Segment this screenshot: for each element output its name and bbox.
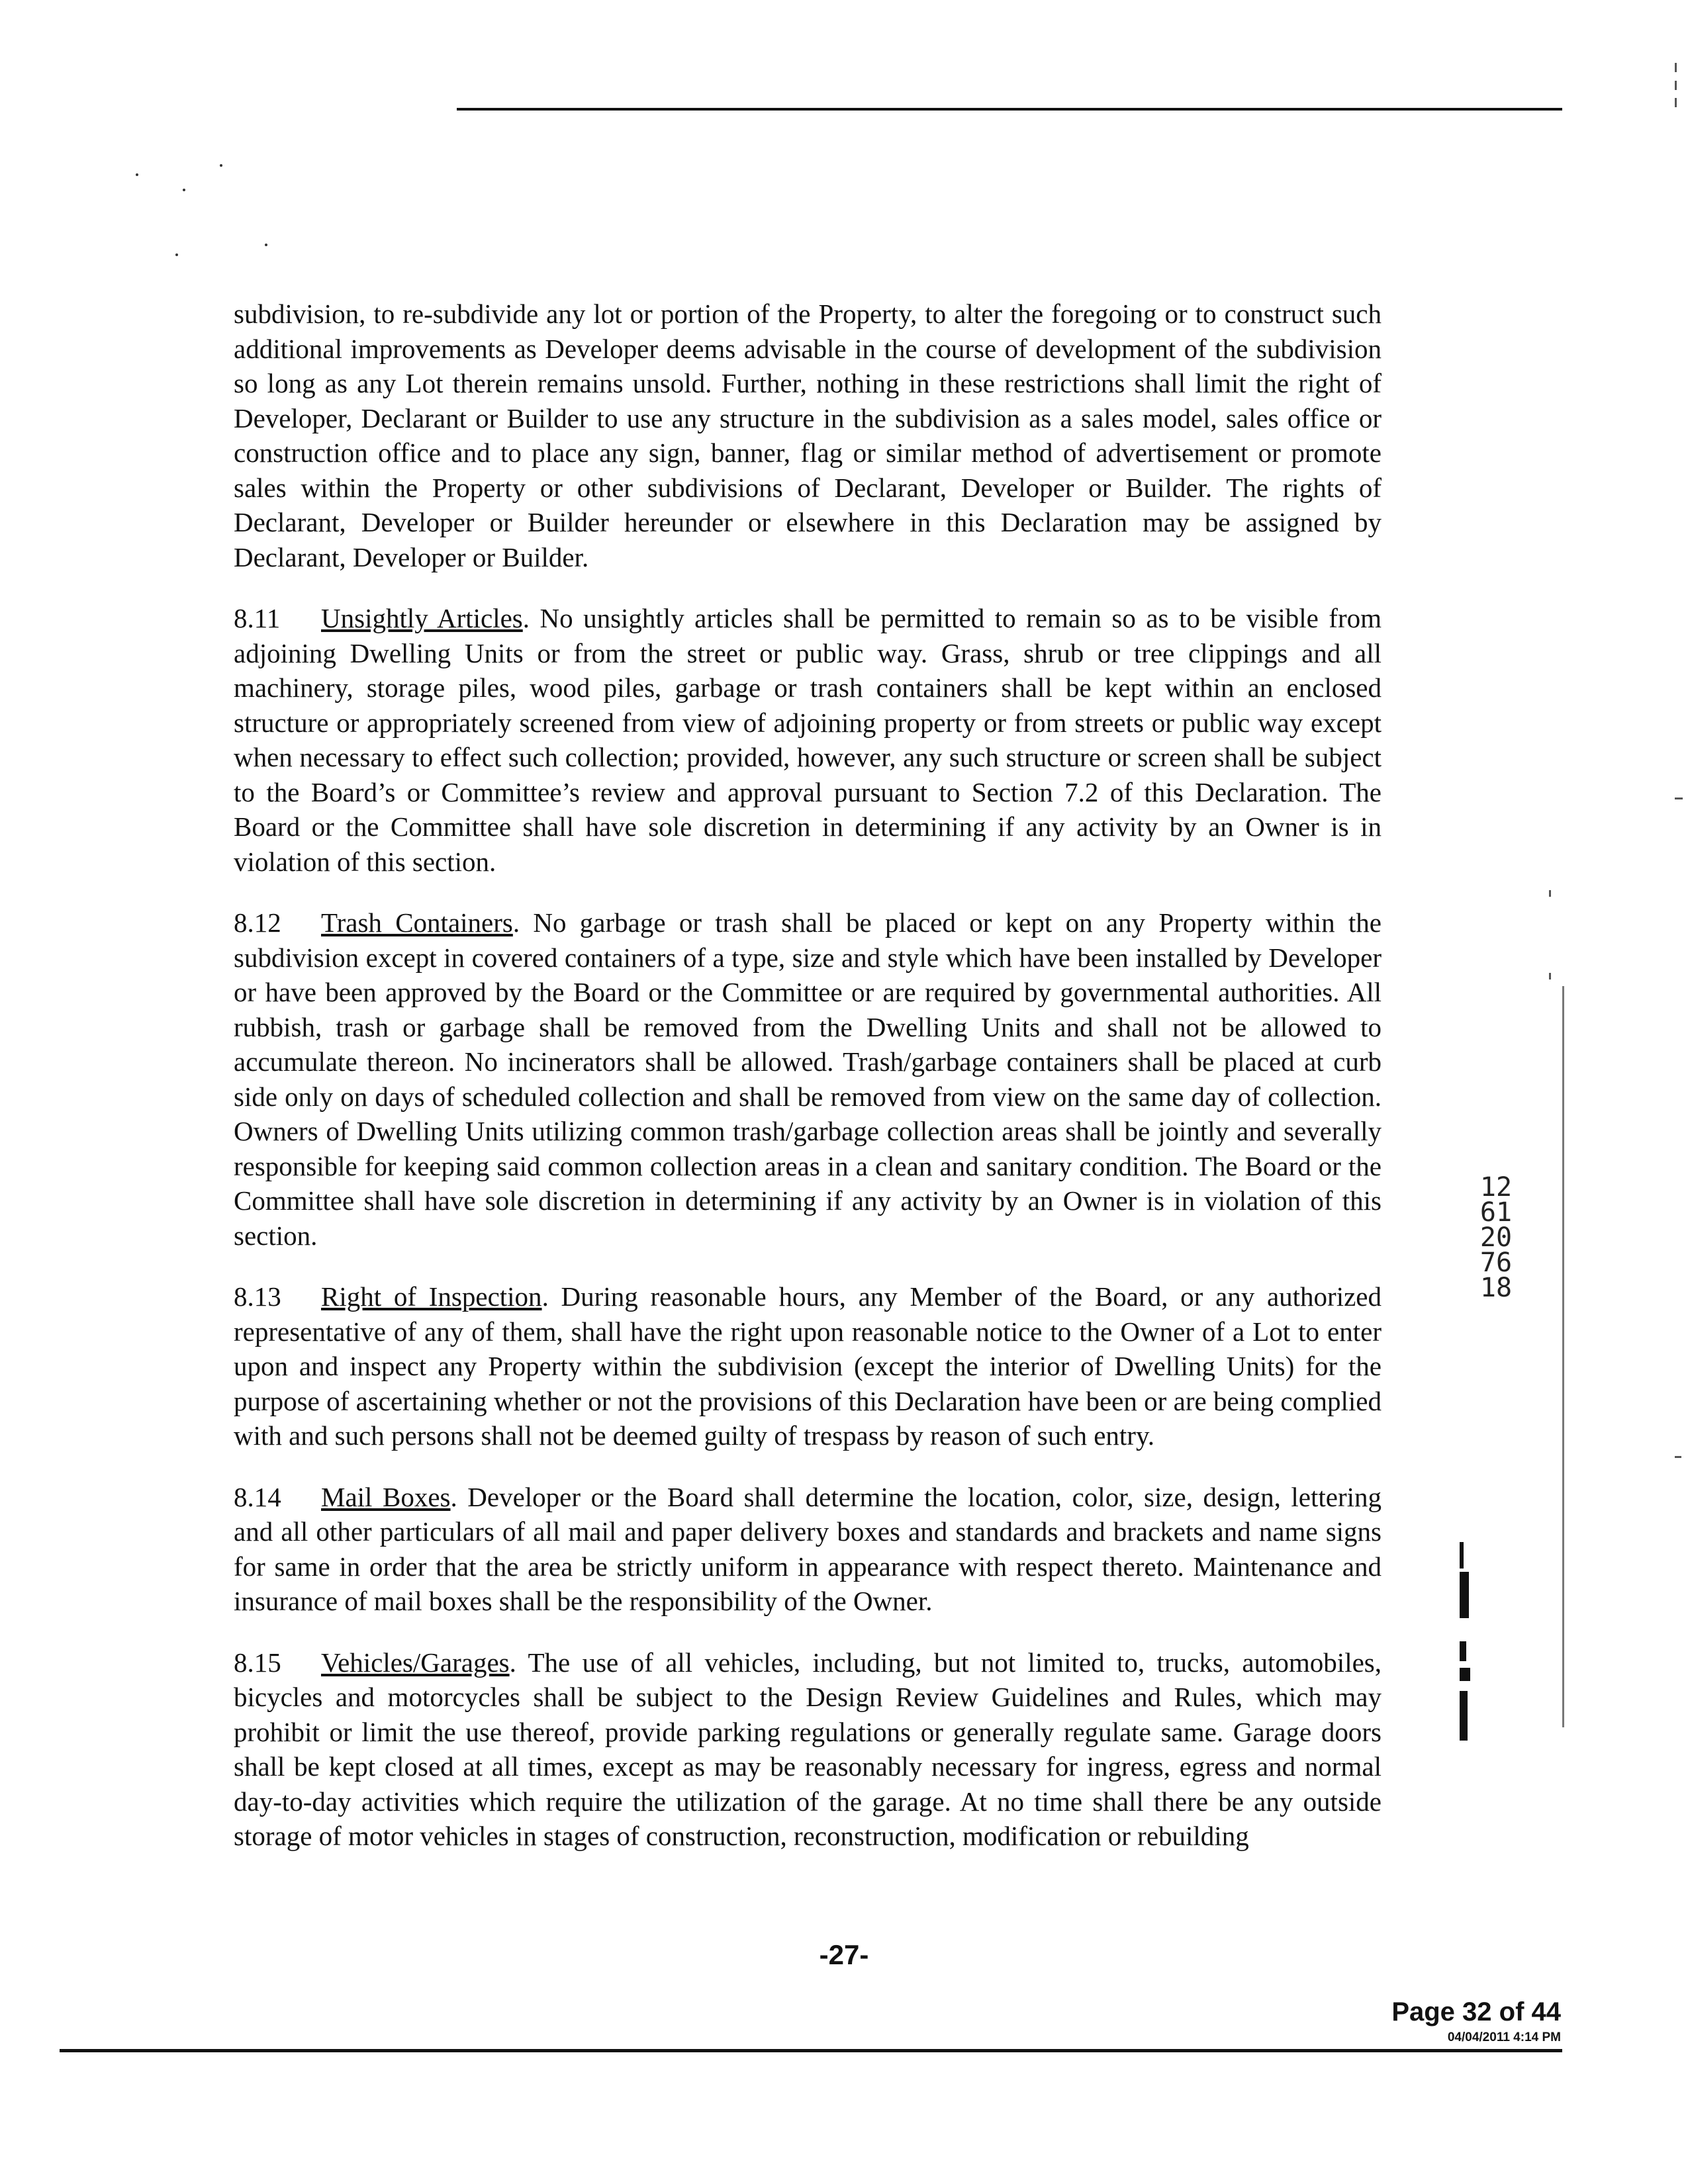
section-title: Vehicles/Garages: [321, 1647, 510, 1678]
edge-mark: [1675, 98, 1677, 107]
section-title: Mail Boxes: [321, 1481, 451, 1512]
section-number: 8.15: [234, 1647, 281, 1678]
recording-number: 1261207618: [1479, 1172, 1513, 1303]
edge-mark: [1675, 63, 1677, 72]
paragraph-text: subdivision, to re-subdivide any lot or portion of the Property, to alter the foregoing or to construct such additional improvements as Developer deems advisable in the course of development of the subdivision so long as any Lot therein remains unsold. Further, nothing in these restrictions shall limit the right of Developer, Declarant or Builder to use any structure in the subdivision as a sales model, sales office or construction office and to place any sign, banner, flag or similar method of advertisement or promote sales within the Property or other subdivisions of Declarant, Developer or Builder. The rights of Declarant, Developer or Builder hereunder or elsewhere in this Declaration may be assigned by Declarant, Developer or Builder.: [234, 298, 1382, 572]
scan-speck: [136, 173, 138, 176]
section-8-11: [234, 601, 1382, 879]
top-rule: [457, 108, 1562, 111]
section-number: 8.14: [234, 1481, 281, 1512]
section-text: . During reasonable hours, any Member of the Board, or any authorized representative of any of them, shall have the right upon reasonable notice to the Owner of a Lot to enter upon and inspect any Property within the subdivision (except the interior of Dwelling Units) for the purpose of ascertaining whether or not the provisions of this Declaration have been or are being complied with and such persons shall not be deemed guilty of trespass by reason of such entry.: [234, 1281, 1382, 1451]
section-title: Unsightly Articles: [321, 603, 523, 633]
margin-stamp: [1460, 1542, 1476, 1741]
scan-speck: [183, 189, 185, 191]
paragraph-continuation: [234, 296, 1382, 574]
page-number: -27-: [819, 1939, 869, 1970]
scan-speck: [265, 244, 267, 246]
section-title: Trash Containers: [321, 907, 513, 938]
section-8-13: [234, 1279, 1382, 1453]
section-number: 8.11: [234, 603, 281, 633]
bottom-rule: [60, 2049, 1562, 2052]
edge-mark: [1549, 973, 1551, 979]
section-number: 8.13: [234, 1281, 281, 1312]
section-title: Right of Inspection: [321, 1281, 542, 1312]
section-8-14: [234, 1480, 1382, 1619]
scan-speck: [220, 164, 222, 167]
section-text: . No unsightly articles shall be permitted to remain so as to be visible from adjoining Dwelling Units or from the street or public way. Grass, shrub or tree clippings and all machinery, storage piles, wood piles, garbage or trash containers shall be kept within an enclosed structure or appropriately screened from view of adjoining property or from streets or public way except when necessary to effect such collection; provided, however, any such structure or screen shall be subject to the Board’s or Committee’s review and approval pursuant to Section 7.2 of this Declaration. The Board or the Committee shall have sole discretion in determining if any activity by an Owner is in violation of this section.: [234, 603, 1382, 877]
section-8-15: [234, 1645, 1382, 1854]
section-number: 8.12: [234, 907, 281, 938]
section-text: . The use of all vehicles, including, but not limited to, trucks, automobiles, bicycles and motorcycles shall be subject to the Design Review Guidelines and Rules, which may prohibit or limit the use thereof, provide parking regulations or generally regulate same. Garage doors shall be kept closed at all times, except as may be reasonably necessary for ingress, egress and normal day-to-day activities which require the utilization of the garage. At no time shall there be any outside storage of motor vehicles in stages of construction, reconstruction, modification or rebuilding: [234, 1647, 1382, 1851]
section-text: . Developer or the Board shall determine the location, color, size, design, lettering and all other particulars of all mail and paper delivery boxes and standards and brackets and name signs for same in order that the area be strictly uniform in appearance with respect thereto. Maintenance and insurance of mail boxes shall be the responsibility of the Owner.: [234, 1481, 1382, 1616]
edge-mark: [1675, 797, 1683, 799]
edge-mark: [1675, 81, 1677, 90]
section-text: . No garbage or trash shall be placed or kept on any Property within the subdivision except in covered containers of a type, size and style which have been installed by Developer or have been approved by the Board or the Committee or are required by governmental authorities. All rubbish, trash or garbage shall be removed from the Dwelling Units and shall not be allowed to accumulate thereon. No incinerators shall be allowed. Trash/garbage containers shall be placed at curb side only on days of scheduled collection and shall be removed from view on the same day of collection. Owners of Dwelling Units utilizing common trash/garbage collection areas shall be jointly and severally responsible for keeping said common collection areas in a clean and sanitary condition. The Board or the Committee shall have sole discretion in determining if any activity by an Owner is in violation of this section.: [234, 907, 1382, 1251]
section-8-12: [234, 905, 1382, 1253]
edge-mark: [1675, 1456, 1681, 1458]
scan-speck: [175, 253, 178, 256]
edge-mark: [1549, 890, 1551, 897]
page-count: Page 32 of 44: [1391, 1997, 1561, 2026]
document-body: [234, 296, 1382, 1880]
scan-edge-line: [1562, 986, 1564, 1727]
print-timestamp: 04/04/2011 4:14 PM: [1447, 2030, 1561, 2044]
